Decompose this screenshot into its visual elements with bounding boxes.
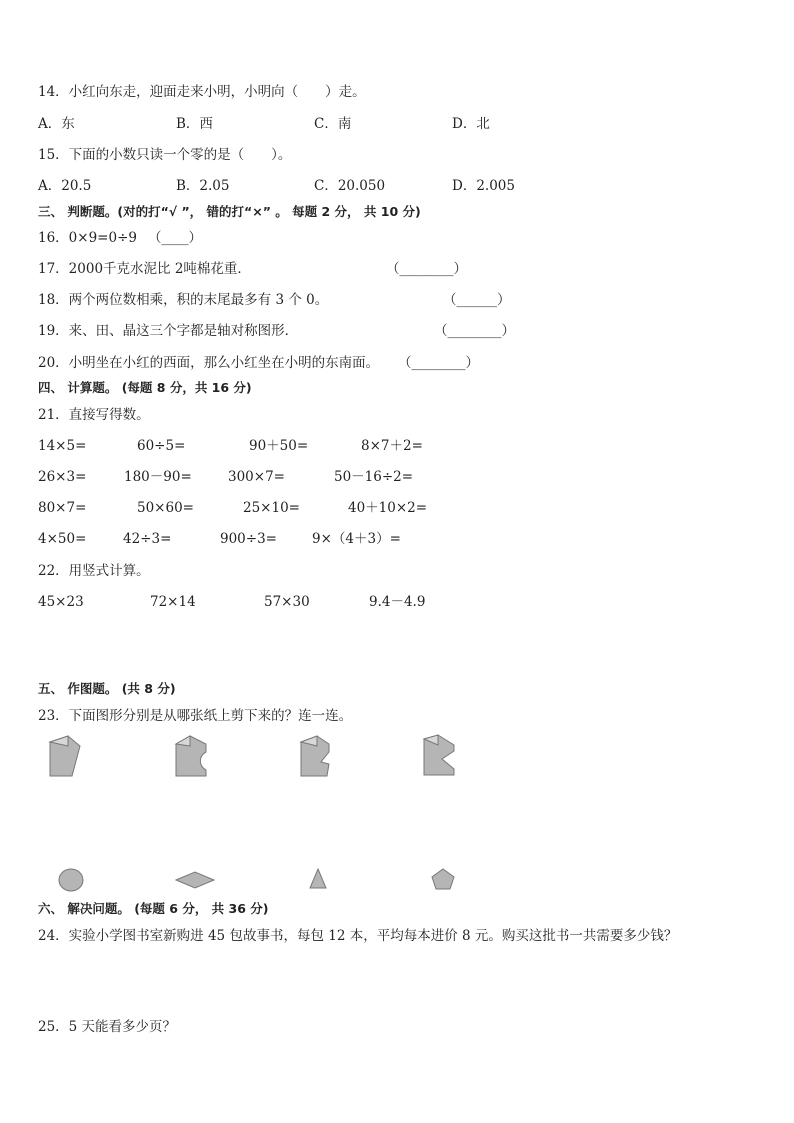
calc-item: 40＋10×2= xyxy=(348,500,428,516)
paper-icon xyxy=(172,734,212,780)
q14-option-a[interactable]: A．东 xyxy=(38,116,75,132)
vertical-calc-item: 9.4－4.9 xyxy=(369,594,426,610)
vertical-calc-item: 45×23 xyxy=(38,594,84,610)
question-24: 24．实验小学图书室新购进 45 包故事书，每包 12 本，平均每本进价 8 元。购买这批书一共需要多少钱？ xyxy=(38,928,678,944)
calc-item: 50－16÷2= xyxy=(334,469,414,485)
question-23: 23．下面图形分别是从哪张纸上剪下来的？连一连。 xyxy=(38,708,353,724)
question-15: 15．下面的小数只读一个零的是（ ）。 xyxy=(38,147,292,163)
q19-answer-blank[interactable]: （________） xyxy=(434,323,515,339)
paper-icon xyxy=(420,733,460,779)
question-17: 17．2000千克水泥比 2吨棉花重． xyxy=(38,261,251,277)
calc-item: 90＋50= xyxy=(249,438,309,454)
q18-answer-blank[interactable]: （______） xyxy=(443,292,511,308)
vertical-calc-item: 72×14 xyxy=(150,594,196,610)
section-4-title: 四、 计算题。 (每题 8 分，共 16 分) xyxy=(38,380,252,395)
paper-icon xyxy=(297,734,337,780)
calc-item: 25×10= xyxy=(243,500,300,516)
q15-option-d[interactable]: D．2.005 xyxy=(452,178,515,194)
question-20: 20．小明坐在小红的西面，那么小红坐在小明的东南面。 xyxy=(38,355,380,371)
q15-option-a[interactable]: A．20.5 xyxy=(38,178,92,194)
calc-item: 50×60= xyxy=(137,500,194,516)
paper-icon xyxy=(46,734,86,780)
vertical-calc-item: 57×30 xyxy=(264,594,310,610)
calc-item: 60÷5= xyxy=(137,438,186,454)
calc-item: 9×（4＋3）= xyxy=(312,531,401,547)
q14-option-b[interactable]: B．西 xyxy=(176,116,213,132)
q14-option-c[interactable]: C．南 xyxy=(314,116,352,132)
calc-item: 14×5= xyxy=(38,438,87,454)
q17-answer-blank[interactable]: （________） xyxy=(386,261,467,277)
circle-icon[interactable] xyxy=(56,866,86,894)
triangle-icon[interactable] xyxy=(308,867,328,891)
question-25: 25．5 天能看多少页？ xyxy=(38,1019,177,1035)
q20-answer-blank[interactable]: （________） xyxy=(398,355,479,371)
question-19: 19．来、田、晶这三个字都是轴对称图形． xyxy=(38,323,299,339)
section-3-title: 三、 判断题。(对的打“√ ”， 错的打“×” 。 每题 2 分， 共 10 分) xyxy=(38,204,421,219)
question-16: 16．0×9=0÷9 xyxy=(38,230,137,246)
calc-item: 80×7= xyxy=(38,500,87,516)
q15-option-c[interactable]: C．20.050 xyxy=(314,178,386,194)
calc-item: 300×7= xyxy=(228,469,285,485)
question-14: 14．小红向东走，迎面走来小明，小明向（ ）走。 xyxy=(38,84,366,100)
calc-item: 180－90= xyxy=(124,469,192,485)
calc-item: 900÷3= xyxy=(220,531,277,547)
question-18: 18．两个两位数相乘，积的末尾最多有 3 个 0。 xyxy=(38,292,329,308)
pentagon-icon[interactable] xyxy=(430,867,456,891)
question-22: 22．用竖式计算。 xyxy=(38,563,150,579)
calc-item: 42÷3= xyxy=(123,531,172,547)
rhombus-icon[interactable] xyxy=(174,870,216,890)
q14-option-d[interactable]: D．北 xyxy=(452,116,490,132)
section-5-title: 五、 作图题。 (共 8 分) xyxy=(38,681,176,696)
q15-option-b[interactable]: B．2.05 xyxy=(176,178,230,194)
q16-answer-blank[interactable]: （____） xyxy=(148,230,202,246)
question-21: 21．直接写得数。 xyxy=(38,407,150,423)
calc-item: 8×7＋2= xyxy=(361,438,423,454)
calc-item: 26×3= xyxy=(38,469,87,485)
section-6-title: 六、 解决问题。 (每题 6 分， 共 36 分) xyxy=(38,901,269,916)
calc-item: 4×50= xyxy=(38,531,87,547)
